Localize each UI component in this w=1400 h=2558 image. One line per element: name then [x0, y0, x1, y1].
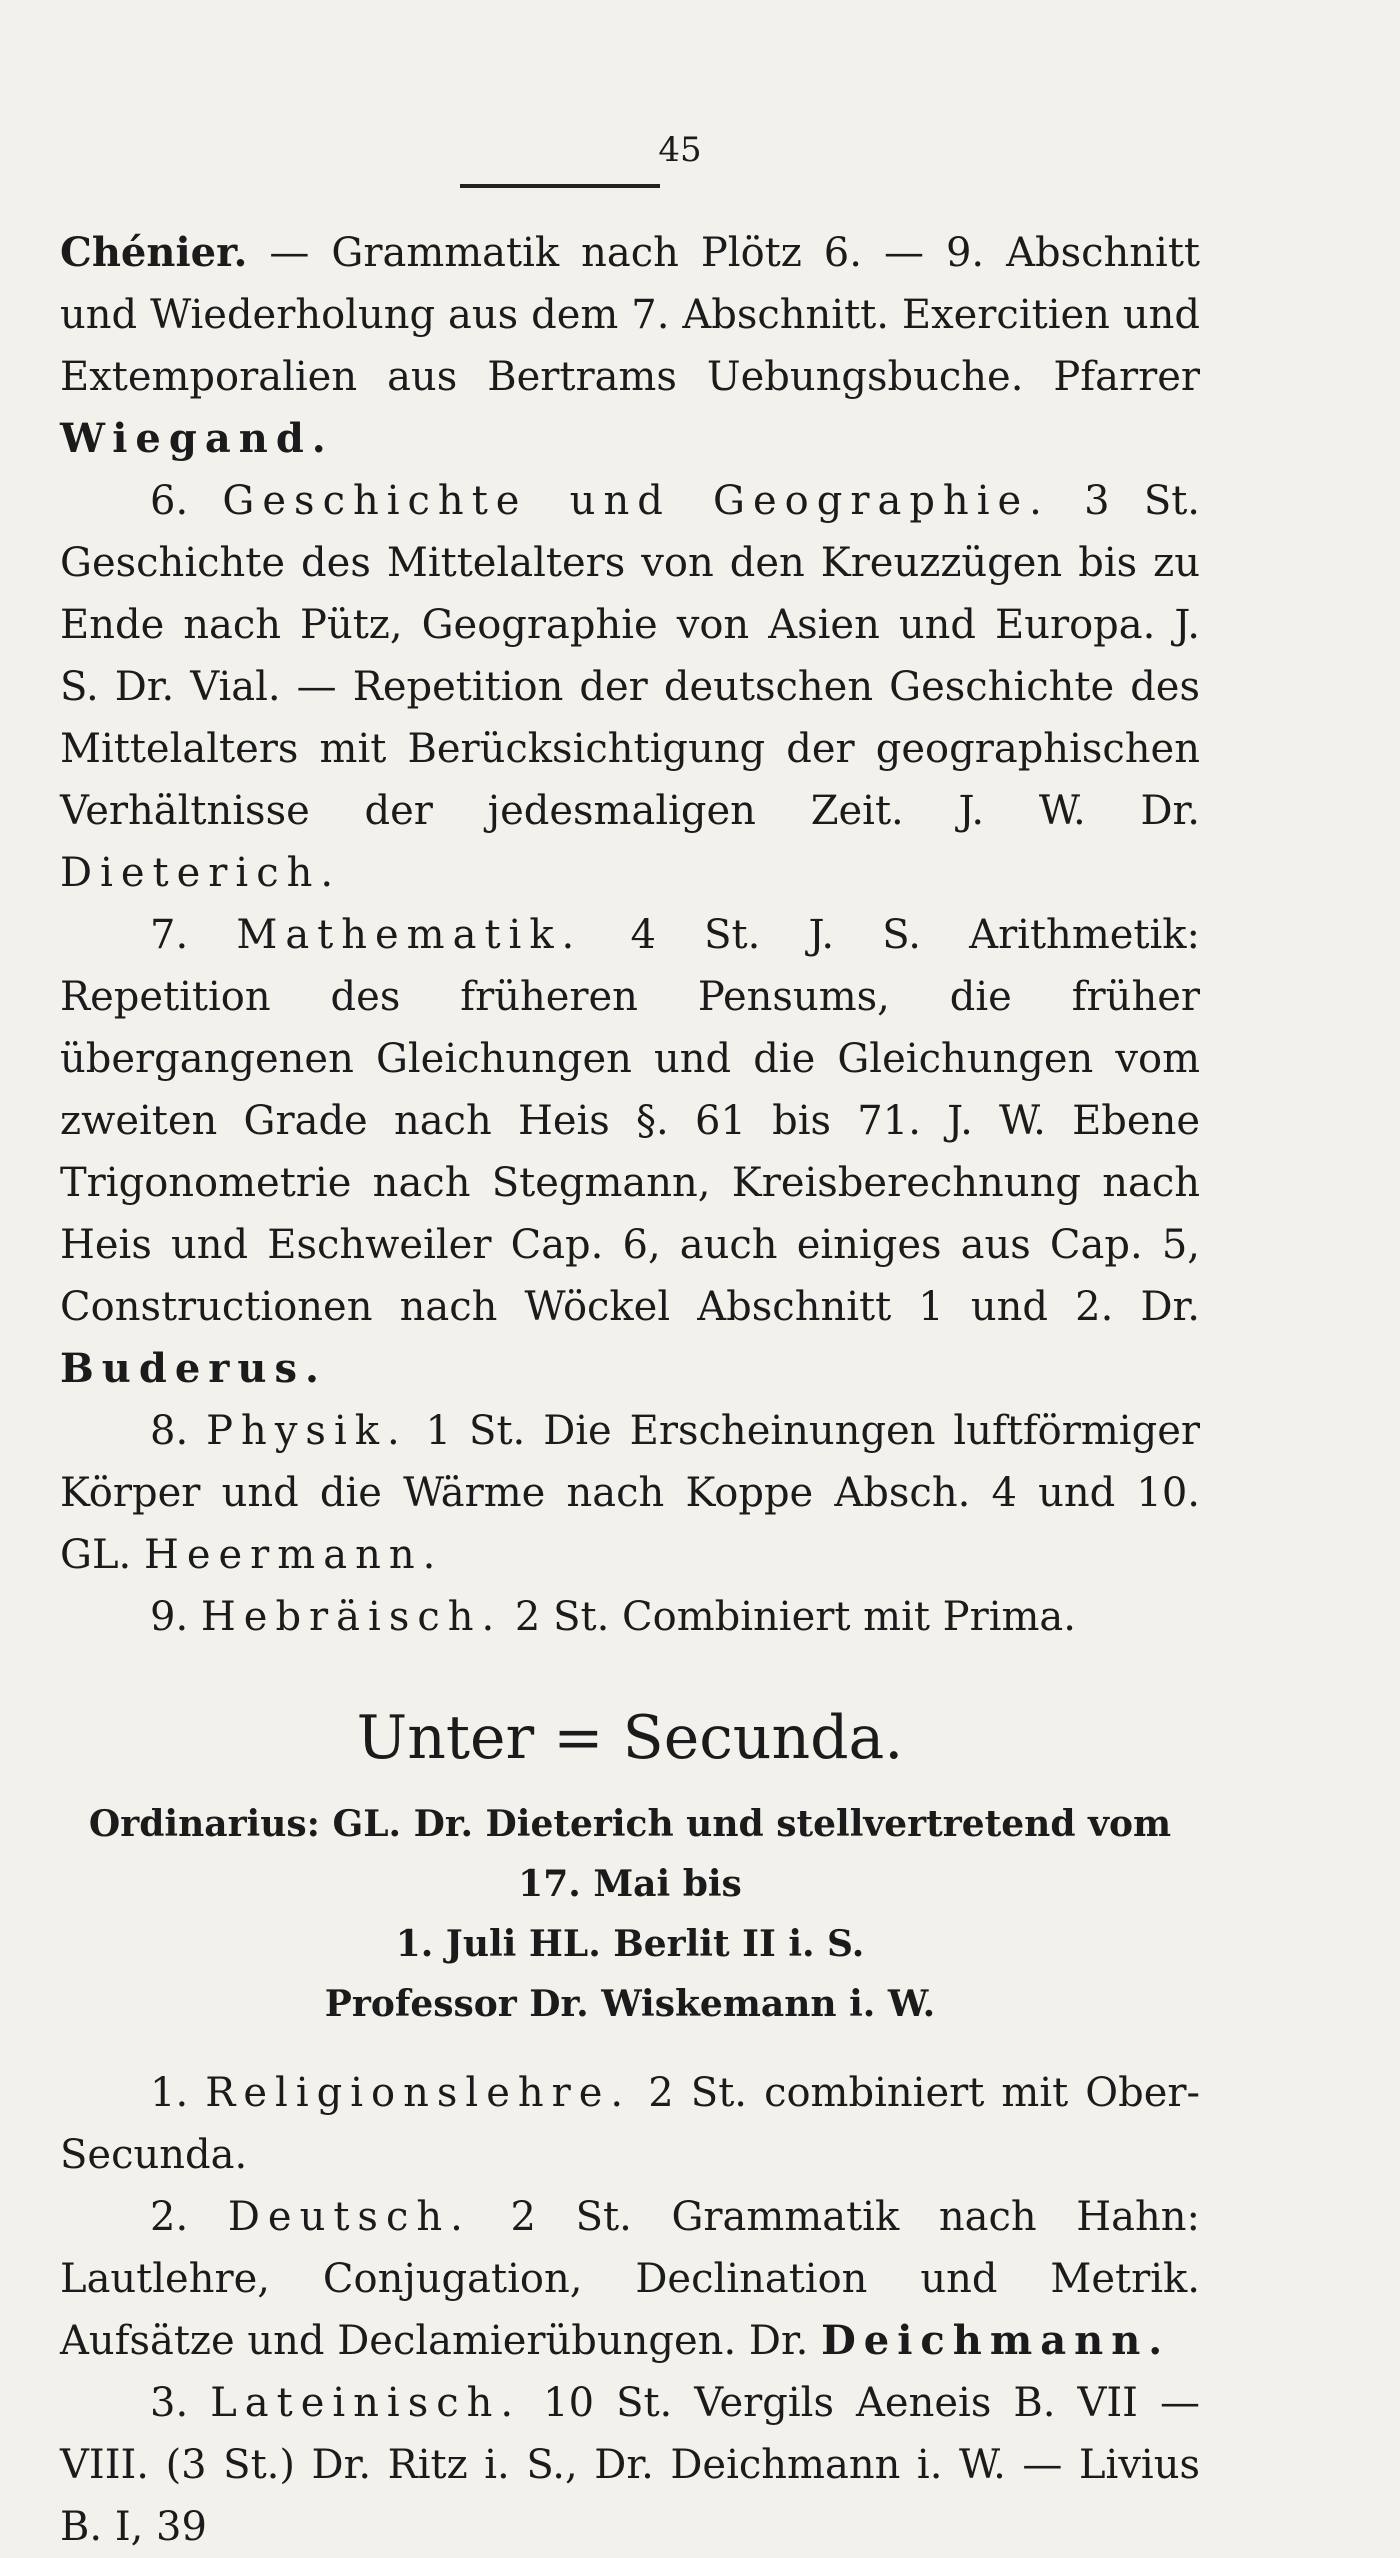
ordinarius-line: 1. Juli HL. Berlit II i. S. [395, 1923, 865, 1965]
paragraph-lead: Chénier. [60, 229, 248, 276]
subject-number: 2. [150, 2194, 189, 2240]
subject-number: 6. [150, 478, 189, 524]
subject-number: 1. [150, 2070, 189, 2116]
paragraph-geschichte [60, 470, 1200, 904]
paragraph-text: 4 St. J. S. Arithmetik: Repetition des früheren Pensums, die früher übergangenen Gleichungen und die Gleichungen vom zweiten Grade nach Heis §. 61 bis 71. J. W. Ebene Trigonometrie nach Stegmann, Kreisberechnung nach Heis und Eschweiler Cap. 6, auch einiges aus Cap. 5, Constructionen nach Wöckel Abschnitt 1 und 2. Dr. [60, 912, 1200, 1330]
ordinarius-line: Ordinarius: GL. Dr. Dieterich und stellvertretend vom 17. Mai bis [88, 1803, 1172, 1905]
section-heading: Unter = Secunda. [356, 1703, 904, 1773]
teacher-name: Deichmann. [821, 2317, 1171, 2364]
ordinarius-block [60, 1794, 1200, 2034]
subject-title: Deutsch. [227, 2194, 471, 2240]
paragraph-deutsch [60, 2186, 1200, 2372]
paragraph-text: 3 St. Geschichte des Mittelalters von den Kreuzzügen bis zu Ende nach Pütz, Geographie von Asien und Europa. J. S. Dr. Vial. — Repetition der deutschen Geschichte des Mittelalters mit Berücksichtigung der geographischen Verhältnisse der jedesmaligen Zeit. J. W. Dr. [60, 478, 1201, 834]
paragraph-text: 2 St. Grammatik nach Hahn: Lautlehre, Conjugation, Declination und Metrik. Aufsätze und Declamierübungen. Dr. [60, 2194, 1201, 2364]
page-number: 45 [658, 130, 702, 170]
subject-title: Religionslehre. [205, 2070, 632, 2116]
paragraph-religion [60, 2062, 1200, 2186]
subject-title: Mathematik. [236, 912, 583, 958]
paragraph-text: 10 St. Vergils Aeneis B. VII — VIII. (3 St.) Dr. Ritz i. S., Dr. Deichmann i. W. — Livius B. I, 39 [60, 2380, 1201, 2550]
paragraph-mathematik [60, 904, 1200, 1400]
subject-number: 3. [150, 2380, 189, 2426]
subject-title: Physik. [206, 1408, 408, 1454]
paragraph-physik [60, 1400, 1200, 1586]
subject-title: Lateinisch. [210, 2380, 522, 2426]
teacher-name: Buderus. [60, 1345, 327, 1392]
paragraph-text: 2 St. Combiniert mit Prima. [502, 1594, 1076, 1640]
subject-number: 9. [150, 1594, 189, 1640]
paragraph-text: — Grammatik nach Plötz 6. — 9. Abschnitt und Wiederholung aus dem 7. Abschnitt. Exercitien und Extemporalien aus Bertrams Uebungsbuche. Pfarrer [60, 230, 1200, 400]
paragraph-text: 2 St. combiniert mit Ober-Secunda. [60, 2070, 1200, 2178]
paragraph-hebraeisch [60, 1586, 1200, 1648]
header-rule [460, 184, 660, 188]
subject-number: 7. [150, 912, 189, 958]
ordinarius-line: Professor Dr. Wiskemann i. W. [324, 1983, 936, 2025]
teacher-name: Dieterich. [60, 850, 342, 896]
paragraph-french [60, 222, 1200, 470]
teacher-name: Wiegand. [60, 415, 334, 462]
subject-number: 8. [150, 1408, 189, 1454]
teacher-name: Heermann. [143, 1532, 444, 1578]
subject-title: Hebräisch. [200, 1594, 503, 1640]
subject-title: Geschichte und Geographie. [222, 478, 1050, 524]
paragraph-text: 1 St. Die Erscheinungen luftförmiger Körper und die Wärme nach Koppe Absch. 4 und 10. GL. [60, 1408, 1200, 1578]
